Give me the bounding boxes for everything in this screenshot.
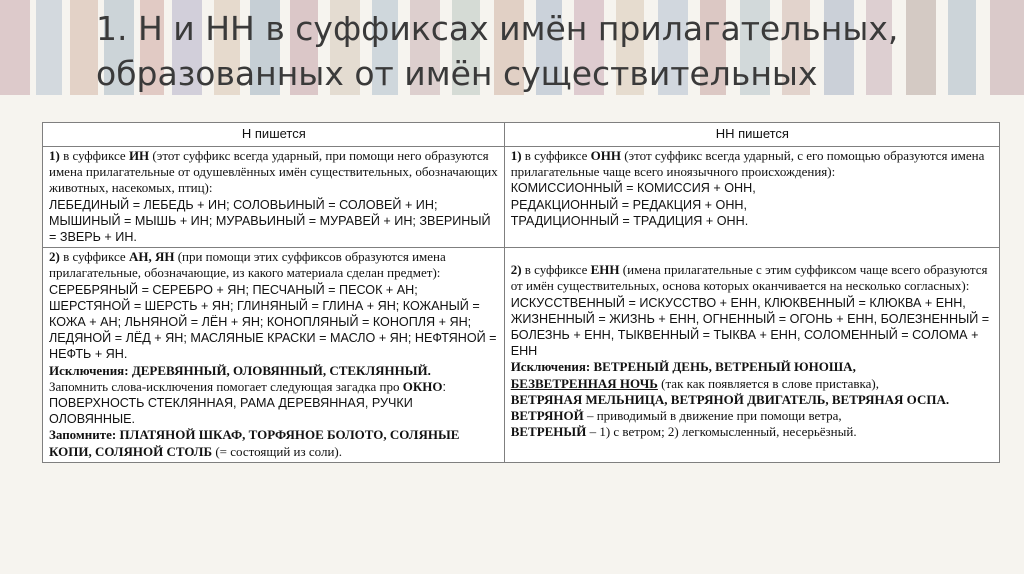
rule-intro: в суффиксе bbox=[59, 249, 129, 265]
exceptions-text bbox=[511, 359, 994, 375]
suffix-label: ЕНН bbox=[590, 262, 620, 278]
rule-intro: в суффиксе bbox=[521, 148, 591, 163]
exceptions-words: ВЕТРЕНЫЙ ДЕНЬ, ВЕТРЕНЫЙ ЮНОША, bbox=[590, 359, 856, 375]
remember-note bbox=[49, 427, 499, 459]
rule-text bbox=[511, 148, 994, 180]
rule-text bbox=[49, 249, 499, 281]
riddle-intro: Запомнить слова-исключения помогает следующая загадка про bbox=[49, 378, 403, 394]
riddle-word: ОКНО bbox=[402, 378, 443, 394]
definition-text bbox=[511, 424, 994, 440]
exceptions-words: ДЕРЕВЯННЫЙ, ОЛОВЯННЫЙ, СТЕКЛЯННЫЙ. bbox=[128, 362, 431, 378]
rule-description: (имена прилагательные с этим суффиксом чаще всего образуются от имён существительных, основа которых оканчивается на несколько согласных): bbox=[510, 262, 988, 294]
examples-text: СЕРЕБРЯНЫЙ = СЕРЕБРО + ЯН; ПЕСЧАНЫЙ = ПЕСОК + АН; ШЕРСТЯНОЙ = ШЕРСТЬ + ЯН; ГЛИНЯНЫЙ = ГЛИНА + ЯН; КОЖАНЫЙ = КОЖА + АН; ЛЬНЯНОЙ = ЛЁН + ЯН; КОНОПЛЯНЫЙ = КОНОПЛЯ + ЯН; ЛЕДЯНОЙ = ЛЁД + ЯН; МАСЛЯНЫЕ КРАСКИ = МАСЛО + ЯН; НЕФТЯНОЙ = НЕФТЬ + ЯН. bbox=[49, 282, 497, 362]
rule-text bbox=[511, 262, 994, 294]
rule-description: (этот суффикс всегда ударный, с его помощью образуются имена прилагательные чаще всего иноязычного происхождения): bbox=[510, 148, 985, 180]
cell-n-suffix-in bbox=[43, 147, 505, 248]
example-line: КОМИССИОННЫЙ = КОМИССИЯ + ОНН, bbox=[510, 181, 756, 196]
suffix-label: АН, ЯН bbox=[128, 249, 175, 265]
exceptions-text bbox=[511, 392, 994, 408]
riddle-text bbox=[49, 379, 499, 428]
rule-description: (этот суффикс всегда ударный, при помощи него образуются имена прилагательные от одушевлённых имён существительных, обозначающих животных, насекомых, птиц): bbox=[49, 148, 498, 196]
suffix-label: ИН bbox=[128, 148, 150, 163]
defined-word: ВЕТРЕНЫЙ bbox=[510, 424, 587, 440]
table-row bbox=[43, 248, 1000, 463]
rule-text bbox=[49, 148, 499, 197]
header-nn: НН пишется bbox=[504, 123, 999, 147]
exceptions-label: Исключения: bbox=[510, 359, 591, 375]
header-n: Н пишется bbox=[43, 123, 505, 147]
rule-number: 1) bbox=[49, 148, 60, 163]
cell-nn-suffix-enn bbox=[504, 248, 999, 463]
slide-title: 1. Н и НН в суффиксах имён прилагательных, образованных от имён существительных bbox=[96, 9, 899, 93]
rule-number: 1) bbox=[510, 148, 522, 163]
rule-number: 2) bbox=[49, 249, 60, 265]
examples-text: ИСКУССТВЕННЫЙ = ИСКУССТВО + ЕНН, КЛЮКВЕННЫЙ = КЛЮКВА + ЕНН, ЖИЗНЕННЫЙ = ЖИЗНЬ + ЕНН, ОГНЕННЫЙ = ОГОНЬ + ЕНН, БОЛЕЗНЕННЫЙ = БОЛЕЗНЬ + ЕНН, ТЫКВЕННЫЙ = ТЫКВА + ЕНН, СОЛОМЕННЫЙ = СОЛОМА + ЕНН bbox=[510, 295, 990, 359]
exceptions-words: ВЕТРЯНАЯ МЕЛЬНИЦА, ВЕТРЯНОЙ ДВИГАТЕЛЬ, ВЕТРЯНАЯ ОСПА. bbox=[510, 391, 950, 407]
remember-words: ПЛАТЯНОЙ ШКАФ, ТОРФЯНОЕ БОЛОТО, СОЛЯНЫЕ КОПИ, СОЛЯНОЙ СТОЛБ bbox=[49, 427, 460, 459]
exceptions-note: (так как появляется в слове приставка), bbox=[657, 375, 879, 391]
example-line: ТРАДИЦИОННЫЙ = ТРАДИЦИЯ + ОНН. bbox=[510, 213, 749, 228]
suffix-label: ОНН bbox=[590, 148, 621, 163]
definition: – приводимый в движение при помощи ветра, bbox=[583, 408, 842, 424]
remember-tail: (= состоящий из соли). bbox=[212, 443, 342, 459]
rule-intro: в суффиксе bbox=[521, 262, 591, 278]
riddle-body: : ПОВЕРХНОСТЬ СТЕКЛЯННАЯ, РАМА ДЕРЕВЯННАЯ, РУЧКИ ОЛОВЯННЫЕ. bbox=[49, 379, 447, 427]
definition-text bbox=[511, 408, 994, 424]
rule-description: (при помощи этих суффиксов образуются имена прилагательные, обозначающие, из какого материала сделан предмет): bbox=[49, 249, 446, 281]
table-row bbox=[43, 147, 1000, 248]
rules-table bbox=[42, 122, 1000, 463]
rule-number: 2) bbox=[510, 262, 522, 278]
defined-word: ВЕТРЯНОЙ bbox=[510, 408, 584, 424]
examples-text: ЛЕБЕДИНЫЙ = ЛЕБЕДЬ + ИН; СОЛОВЬИНЫЙ = СОЛОВЕЙ + ИН; МЫШИНЫЙ = МЫШЬ + ИН; МУРАВЬИНЫЙ = МУРАВЕЙ + ИН; ЗВЕРИНЫЙ = ЗВЕРЬ + ИН. bbox=[49, 197, 491, 245]
exceptions-label: Исключения: bbox=[49, 362, 129, 378]
exceptions-words: БЕЗВЕТРЕННАЯ НОЧЬ bbox=[510, 375, 658, 391]
exceptions-text bbox=[49, 363, 499, 379]
rule-intro: в суффиксе bbox=[59, 148, 129, 163]
definition: – 1) с ветром; 2) легкомысленный, несерьёзный. bbox=[586, 424, 857, 440]
exceptions-text bbox=[511, 376, 994, 392]
cell-nn-suffix-onn bbox=[504, 147, 999, 248]
remember-label: Запомните: bbox=[49, 427, 117, 443]
example-line: РЕДАКЦИОННЫЙ = РЕДАКЦИЯ + ОНН, bbox=[510, 197, 748, 212]
table-header-row bbox=[43, 123, 1000, 147]
cell-n-suffix-an-yan bbox=[43, 248, 505, 463]
